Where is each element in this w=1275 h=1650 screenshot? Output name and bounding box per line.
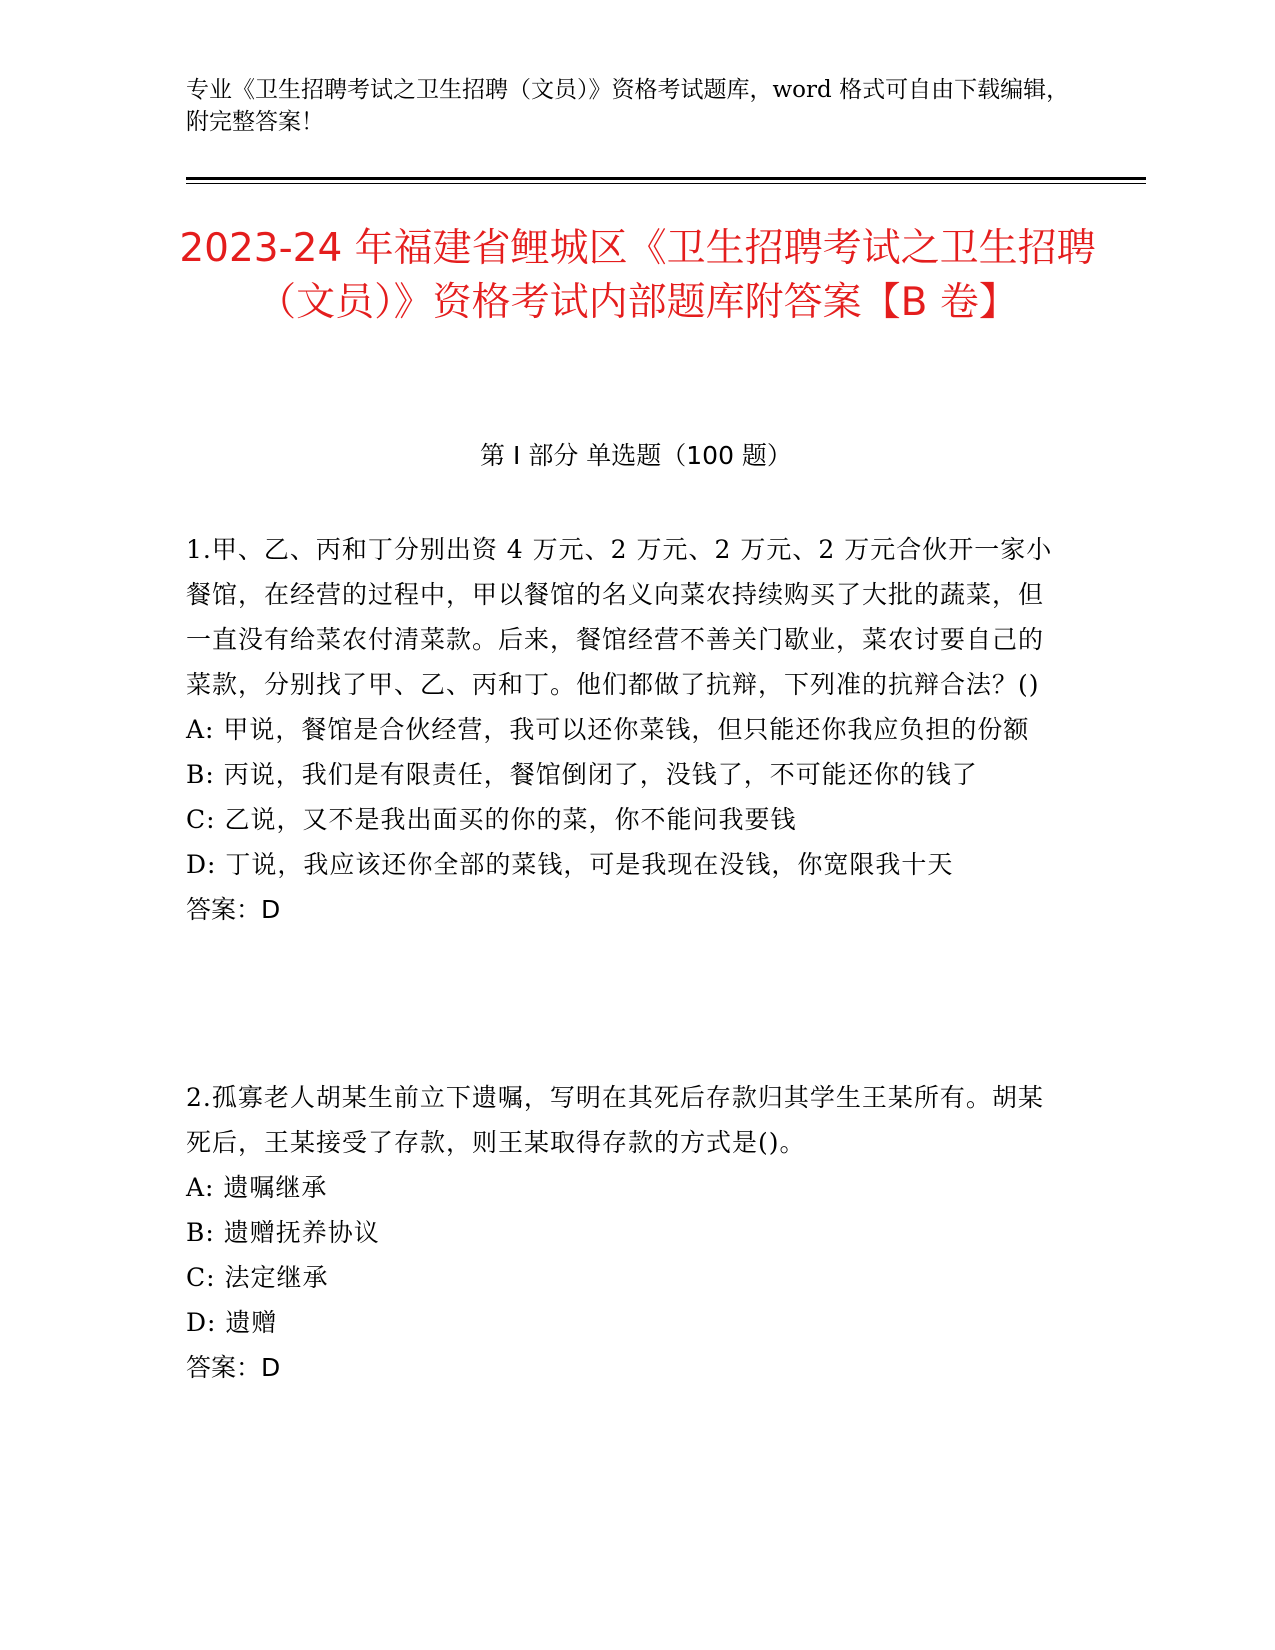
header-note: 专业《卫生招聘考试之卫生招聘（文员）》资格考试题库，word 格式可自由下载编辑，附完整答案！ [186,77,1070,135]
option-c: C: 乙说，又不是我出面买的你的菜，你不能问我要钱 [186,805,797,834]
question-stem: 1.甲、乙、丙和丁分别出资 4 万元、2 万元、2 万元、2 万元合伙开一家小餐馆，在经营的过程中，甲以餐馆的名义向菜农持续购买了大批的蔬菜，但一直没有给菜农付清菜款。后来，餐馆经营不善关门歇业，菜农讨要自己的菜款，分别找了甲、乙、丙和丁。他们都做了抗辩，下列准的抗辩合法？() [186,535,1053,699]
answer-line: 答案：D [186,1353,281,1382]
option-a: A: 遗嘱继承 [186,1173,328,1202]
header-rule-thick [186,177,1146,180]
document-title: 2023-24 年福建省鲤城区《卫生招聘考试之卫生招聘（文员）》资格考试内部题库附答案【B 卷】 [179,226,1096,325]
option-d: D: 丁说，我应该还你全部的菜钱，可是我现在没钱，你宽限我十天 [186,850,954,879]
option-b: B: 丙说，我们是有限责任，餐馆倒闭了，没钱了，不可能还你的钱了 [186,760,978,789]
option-c: C: 法定继承 [186,1263,329,1292]
question-stem: 2.孤寡老人胡某生前立下遗嘱，写明在其死后存款归其学生王某所有。胡某死后，王某接受了存款，则王某取得存款的方式是()。 [186,1083,1044,1157]
section-heading: 第 I 部分 单选题（100 题） [480,441,792,470]
option-d: D: 遗赠 [186,1308,278,1337]
header-rule-thin [186,183,1146,184]
question-2 [186,1075,1066,1390]
answer-line: 答案：D [186,895,281,924]
option-a: A: 甲说，餐馆是合伙经营，我可以还你菜钱，但只能还你我应负担的份额 [186,715,1030,744]
question-1 [186,527,1066,932]
option-b: B: 遗赠抚养协议 [186,1218,380,1247]
